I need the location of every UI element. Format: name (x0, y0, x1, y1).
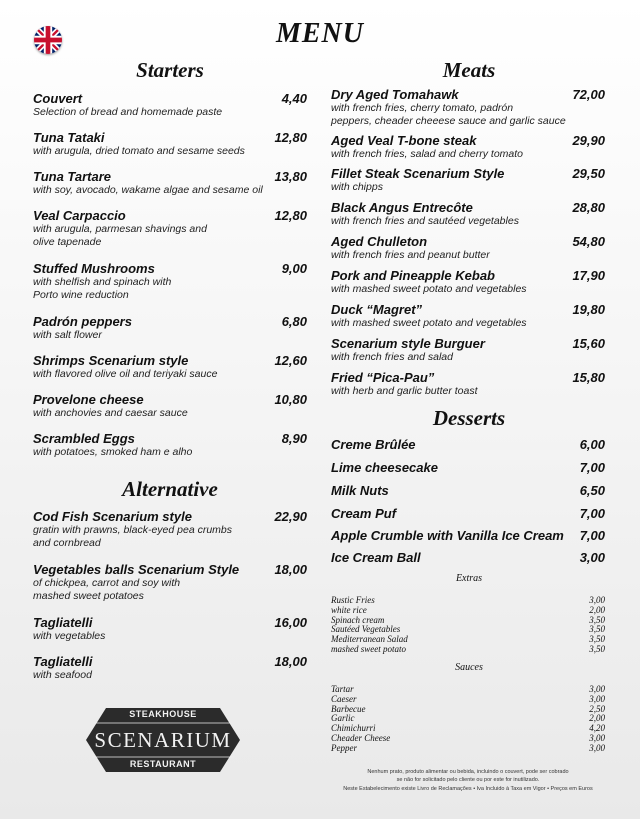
item-price: 3,50 (589, 614, 605, 625)
item-name: Caeser (331, 693, 357, 704)
item-name: Tuna Tataki (33, 130, 105, 145)
item-name: Barbecue (331, 703, 366, 714)
item-description: with french fries and sautéed vegetables (331, 215, 519, 227)
item-description: with potatoes, smoked ham e alho (33, 446, 193, 458)
item-name: Tuna Tartare (33, 169, 112, 184)
item-name: Cod Fish Scenarium style (33, 509, 192, 524)
footnote-line-3: Neste Estabelecimento existe Livro de Reclamações • Iva Incluido à Taxa em Vigor • Preços em Euros (343, 786, 593, 792)
item-price: 4,20 (589, 723, 605, 734)
item-description: with herb and garlic butter toast (331, 385, 478, 397)
item-price: 15,80 (572, 370, 605, 385)
item-price: 13,80 (274, 169, 307, 184)
item-name: Garlic (331, 713, 355, 724)
item-price: 7,00 (579, 506, 605, 521)
item-name: Aged Chulleton (331, 234, 428, 249)
item-name: Fried “Pica-Pau” (331, 370, 435, 385)
item-price: 6,80 (281, 314, 307, 329)
item-name: Tartar (331, 684, 354, 694)
item-name: Shrimps Scenarium style (33, 353, 189, 368)
desserts-title: Desserts (432, 406, 506, 430)
item-price: 3,50 (589, 624, 605, 635)
item-price: 2,00 (589, 713, 605, 724)
item-price: 10,80 (274, 392, 307, 407)
item-description: with arugula, parmesan shavings and (33, 223, 207, 235)
meats-title: Meats (442, 58, 496, 82)
item-price: 28,80 (572, 200, 605, 215)
item-price: 8,90 (281, 431, 307, 446)
item-name: Stuffed Mushrooms (33, 261, 155, 276)
item-description: with french fries and peanut butter (331, 249, 490, 261)
item-name: Scenarium style Burguer (331, 336, 485, 351)
item-name: Rustic Fries (331, 595, 375, 605)
item-price: 17,90 (572, 268, 605, 283)
alternative-title: Alternative (122, 477, 218, 501)
item-description: with french fries, salad and cherry tomato (331, 148, 524, 160)
menu-item (33, 509, 307, 550)
item-description: Selection of bread and homemade paste (33, 106, 223, 118)
item-description: with french fries and salad (331, 351, 453, 363)
item-description: gratin with prawns, black-eyed pea crumbs (33, 524, 233, 536)
sauces-row (331, 694, 605, 704)
item-description: with flavored olive oil and teriyaki sauce (33, 368, 218, 380)
logo-top-text: STEAKHOUSE (129, 709, 197, 719)
item-price: 9,00 (281, 261, 307, 276)
item-name: Tagliatelli (33, 615, 93, 630)
item-price: 2,50 (589, 703, 605, 714)
item-name: white rice (331, 604, 367, 615)
item-price: 72,00 (572, 87, 605, 102)
item-price: 18,00 (274, 654, 307, 669)
item-price: 6,50 (579, 483, 605, 498)
item-description: with anchovies and caesar sauce (33, 407, 188, 419)
logo-bottom-text: RESTAURANT (129, 759, 197, 769)
item-name: Scrambled Eggs (33, 431, 135, 446)
item-price: 12,60 (274, 353, 307, 368)
item-description: with shelfish and spinach with (33, 276, 172, 288)
item-price: 54,80 (572, 234, 605, 249)
sauces-row (331, 733, 605, 743)
item-price: 15,60 (572, 336, 605, 351)
item-name: Milk Nuts (331, 483, 389, 498)
item-name: Sautéed Vegetables (331, 624, 401, 635)
item-name: Cheader Cheese (331, 733, 391, 743)
item-description: of chickpea, carrot and soy with (33, 577, 181, 589)
item-price: 7,00 (579, 460, 605, 475)
item-price: 3,00 (589, 684, 605, 694)
item-name: mashed sweet potato (331, 644, 406, 654)
item-name: Cream Puf (331, 506, 397, 521)
item-price: 12,80 (274, 208, 307, 223)
item-description: mashed sweet potatoes (33, 590, 144, 602)
item-price: 3,50 (589, 634, 605, 645)
item-name: Aged Veal T-bone steak (331, 133, 477, 148)
item-description: with soy, avocado, wakame algae and sesame oil (33, 184, 263, 196)
menu-item (33, 654, 307, 682)
item-name: Creme Brûlée (331, 437, 416, 452)
item-name: Couvert (33, 91, 83, 106)
sauces-row (331, 723, 605, 733)
item-description: peppers, cheader cheeese sauce and garlic sauce (331, 115, 566, 127)
item-price: 22,90 (274, 509, 307, 524)
sauces-row (331, 743, 605, 753)
item-price: 2,00 (589, 604, 605, 615)
item-price: 3,00 (589, 742, 605, 753)
extras-title: Extras (455, 573, 483, 584)
item-description: Porto wine reduction (33, 289, 129, 301)
item-name: Provelone cheese (33, 392, 144, 407)
item-price: 7,00 (579, 528, 605, 543)
item-name: Pork and Pineapple Kebab (331, 268, 495, 283)
footnote-line-1: Nenhum prato, produto alimentar ou bebida, incluindo o couvert, pode ser cobrado (367, 769, 569, 775)
item-name: Mediterranean Salad (331, 634, 408, 645)
item-description: with chipps (331, 181, 383, 193)
item-description: with seafood (33, 669, 92, 681)
item-price: 6,00 (579, 437, 605, 452)
item-description: and cornbread (33, 537, 101, 549)
item-name: Chimichurri (331, 723, 376, 734)
alternative-list (33, 0, 307, 819)
starters-title: Starters (136, 58, 204, 82)
restaurant-logo (84, 706, 242, 774)
item-name: Dry Aged Tomahawk (331, 87, 459, 102)
sauces-row (331, 713, 605, 723)
item-name: Duck “Magret” (331, 302, 423, 317)
item-description: with french fries, cherry tomato, padrón (331, 102, 514, 114)
item-name: Vegetables balls Scenarium Style (33, 562, 240, 577)
item-description: with mashed sweet potato and vegetables (331, 283, 527, 295)
item-description: with mashed sweet potato and vegetables (331, 317, 527, 329)
item-name: Ice Cream Ball (331, 550, 421, 565)
item-price: 29,50 (572, 166, 605, 181)
item-description: olive tapenade (33, 236, 102, 248)
item-description: with vegetables (33, 630, 106, 642)
item-name: Pepper (331, 742, 357, 753)
item-price: 3,00 (589, 693, 605, 704)
item-name: Spinach cream (331, 614, 385, 625)
item-name: Black Angus Entrecôte (331, 200, 473, 215)
item-description: with salt flower (33, 329, 102, 341)
sauces-list (331, 0, 605, 819)
item-price: 29,90 (572, 133, 605, 148)
item-price: 3,50 (589, 644, 605, 654)
item-price: 12,80 (274, 130, 307, 145)
item-price: 19,80 (572, 302, 605, 317)
menu-item (33, 615, 307, 643)
item-price: 3,00 (589, 595, 605, 605)
item-price: 18,00 (274, 562, 307, 577)
sauces-row (331, 684, 605, 694)
item-name: Veal Carpaccio (33, 208, 126, 223)
sauces-row (331, 704, 605, 714)
footnote-line-2: se não for solicitado pelo cliente ou por este for inutilizado. (396, 777, 540, 783)
menu-item (33, 562, 307, 603)
menu-title: MENU (275, 18, 364, 49)
item-name: Apple Crumble with Vanilla Ice Cream (331, 528, 564, 543)
item-price: 16,00 (274, 615, 307, 630)
item-price: 4,40 (281, 91, 307, 106)
sauces-title: Sauces (455, 662, 483, 673)
logo-main-text: SCENARIUM (94, 728, 232, 752)
item-name: Lime cheesecake (331, 460, 438, 475)
item-description: with arugula, dried tomato and sesame seeds (33, 145, 245, 157)
item-price: 3,00 (579, 550, 605, 565)
item-name: Padrón peppers (33, 314, 132, 329)
item-price: 3,00 (589, 733, 605, 743)
item-name: Fillet Steak Scenarium Style (331, 166, 505, 181)
item-name: Tagliatelli (33, 654, 93, 669)
